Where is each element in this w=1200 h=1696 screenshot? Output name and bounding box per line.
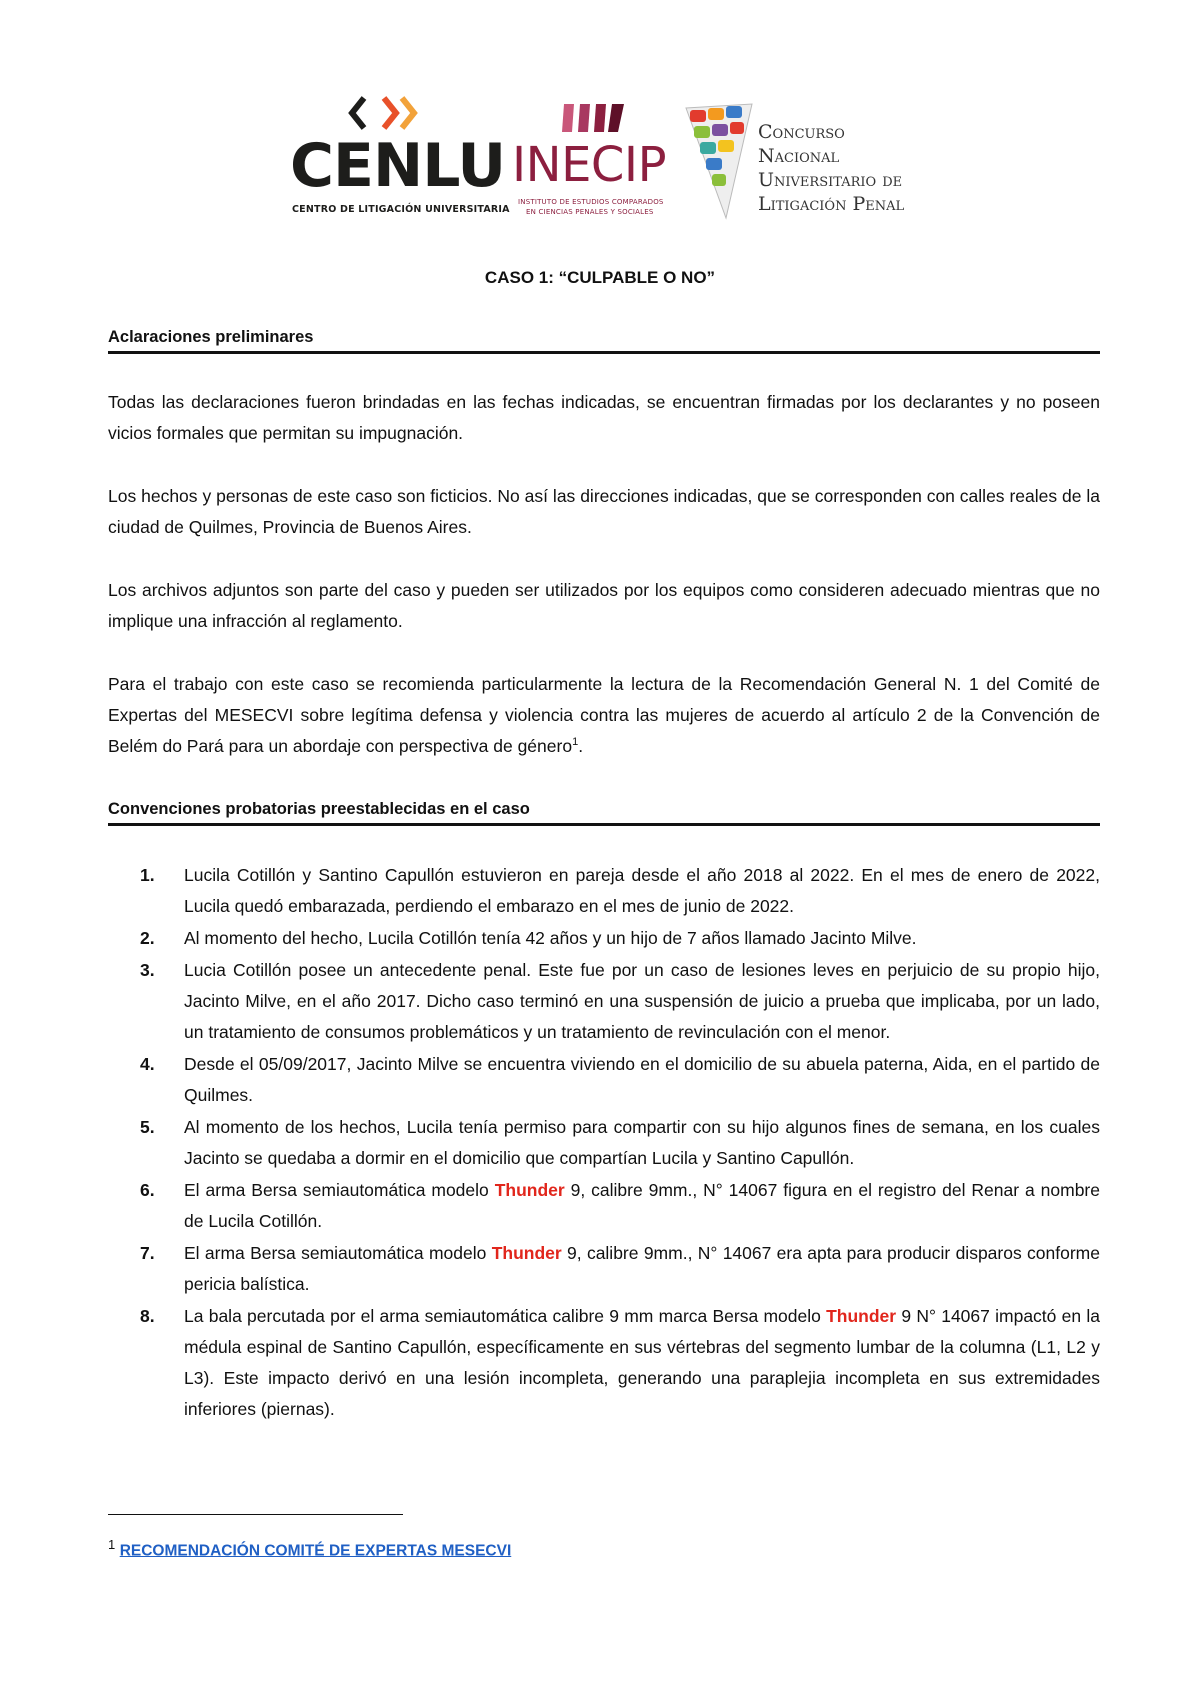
list-item <box>108 1049 1100 1111</box>
concurso-line-3: Universitario de <box>758 169 903 191</box>
highlight-model-name: Thunder <box>491 1243 562 1263</box>
list-item-text-after: 9 N° 14067 impactó en la médula espinal de Santino Capullón, específicamente en sus vértebras del segmento lumbar de la columna (L1, L2 y L3). Este impacto derivó en una lesión incompleta, generando una paraplejia incompleta en sus extremidades inferiores (piernas). <box>184 1306 1100 1419</box>
document-title: CASO 1: “CULPABLE O NO” <box>484 268 716 287</box>
list-item-text: Al momento de los hechos, Lucila tenía permiso para compartir con su hijo algunos fines de semana, en los cuales Jacinto se quedaba a dormir en el domicilio que compartían Lucila y Santino Capullón. <box>184 1117 1100 1168</box>
footnote-number: 1 <box>108 1537 116 1552</box>
inecip-subtitle-1: INSTITUTO DE ESTUDIOS COMPARADOS <box>518 198 664 206</box>
concurso-line-4: Litigación Penal <box>758 193 905 215</box>
list-item <box>108 923 1100 954</box>
paragraph: Los archivos adjuntos son parte del caso y pueden ser utilizados por los equipos como consideren adecuado mientras que no implique una infracción al reglamento. <box>108 580 1100 631</box>
list-item-text: Desde el 05/09/2017, Jacinto Milve se encuentra viviendo en el domicilio de su abuela paterna, Aida, en el partido de Quilmes. <box>184 1054 1100 1105</box>
cenlu-subtitle: CENTRO DE LITIGACIÓN UNIVERSITARIA <box>292 204 510 215</box>
list-number: 6. <box>140 1180 155 1200</box>
list-item-text-after: 9, calibre 9mm., N° 14067 era apta para producir disparos conforme pericia balística. <box>184 1243 1100 1294</box>
section-heading-aclaraciones: Aclaraciones preliminares <box>108 328 1100 354</box>
inecip-wordmark: INECIP <box>512 137 667 193</box>
list-number: 3. <box>140 960 155 980</box>
concurso-logo <box>682 102 942 232</box>
paragraph: Los hechos y personas de este caso son ficticios. No así las direcciones indicadas, que se corresponden con calles reales de la ciudad de Quilmes, Provincia de Buenos Aires. <box>108 486 1100 537</box>
list-item <box>108 1112 1100 1174</box>
list-number: 4. <box>140 1054 155 1074</box>
cenlu-chevrons-icon <box>348 94 428 132</box>
inecip-logo <box>512 100 667 220</box>
footnote-reference[interactable]: 1 <box>572 736 579 749</box>
concurso-speech-bubbles-icon <box>682 102 754 220</box>
list-item <box>108 955 1100 1048</box>
cenlu-logo <box>290 92 510 222</box>
list-item <box>108 860 1100 922</box>
footnote <box>108 1537 511 1560</box>
footnote-separator <box>108 1514 403 1515</box>
paragraph-text: Para el trabajo con este caso se recomienda particularmente la lectura de la Recomendación General N. 1 del Comité de Expertas del MESECVI sobre legítima defensa y violencia contra las mujeres de acuerdo al artículo 2 de la Convención de Belém do Pará para un abordaje con perspectiva de género <box>108 674 1100 756</box>
concurso-wordmark <box>758 120 904 216</box>
header-logos <box>290 92 930 232</box>
list-item-text: Lucia Cotillón posee un antecedente penal. Este fue por un caso de lesiones leves en perjuicio de su propio hijo, Jacinto Milve, en el año 2017. Dicho caso terminó en una suspensión de juicio a prueba que implicaba, por un lado, un tratamiento de consumos problemáticos y un tratamiento de revinculación con el menor. <box>184 960 1100 1042</box>
footnote-link[interactable]: RECOMENDACIÓN COMITÉ DE EXPERTAS MESECVI <box>119 1542 512 1560</box>
highlight-model-name: Thunder <box>826 1306 897 1326</box>
list-number: 2. <box>140 928 155 948</box>
highlight-model-name: Thunder <box>494 1180 565 1200</box>
paragraph-recommendation <box>108 669 1100 762</box>
concurso-line-1: Concurso <box>758 121 845 143</box>
inecip-bars-icon <box>560 100 630 134</box>
list-item-text-before: El arma Bersa semiautomática modelo <box>184 1180 495 1200</box>
convenciones-list <box>108 860 1100 1426</box>
list-item <box>108 1301 1100 1425</box>
list-item <box>108 1238 1100 1300</box>
list-number: 5. <box>140 1117 155 1137</box>
list-item-text-before: La bala percutada por el arma semiautomática calibre 9 mm marca Bersa modelo <box>184 1306 827 1326</box>
cenlu-wordmark: CENLU <box>290 131 506 201</box>
list-item <box>108 1175 1100 1237</box>
concurso-line-2: Nacional <box>758 145 840 167</box>
inecip-subtitle-2: EN CIENCIAS PENALES Y SOCIALES <box>526 208 654 216</box>
list-number: 1. <box>140 865 155 885</box>
list-number: 8. <box>140 1306 155 1326</box>
list-item-text-after: 9, calibre 9mm., N° 14067 figura en el registro del Renar a nombre de Lucila Cotillón. <box>184 1180 1100 1231</box>
list-number: 7. <box>140 1243 155 1263</box>
list-item-text-before: El arma Bersa semiautomática modelo <box>184 1243 492 1263</box>
paragraph-end: . <box>578 736 584 756</box>
list-item-text: Lucila Cotillón y Santino Capullón estuvieron en pareja desde el año 2018 al 2022. En el mes de enero de 2022, Lucila quedó embarazada, perdiendo el embarazo en el mes de junio de 2022. <box>184 865 1100 916</box>
section-heading-convenciones: Convenciones probatorias preestablecidas en el caso <box>108 800 1100 826</box>
list-item-text: Al momento del hecho, Lucila Cotillón tenía 42 años y un hijo de 7 años llamado Jacinto Milve. <box>184 928 917 948</box>
paragraph: Todas las declaraciones fueron brindadas en las fechas indicadas, se encuentran firmadas por los declarantes y no poseen vicios formales que permitan su impugnación. <box>108 392 1100 443</box>
